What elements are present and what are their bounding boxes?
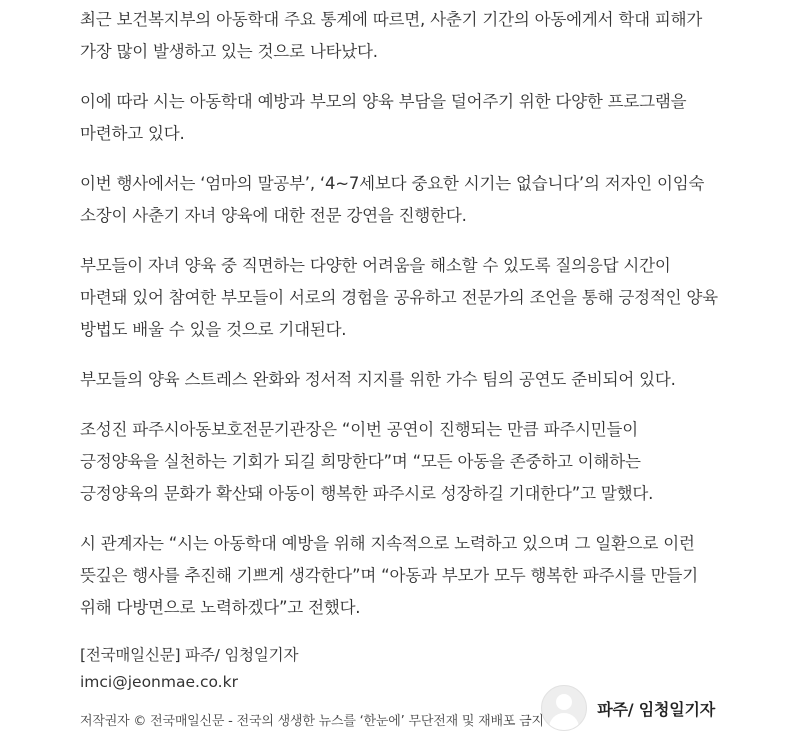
article-paragraph-6: 조성진 파주시아동보호전문기관장은 “이번 공연이 진행되는 만큼 파주시민들이 긍정양육을 실천하는 기회가 되길 희망한다”며 “모든 아동을 존중하고 이해하는 긍정양육의 문화가 확산돼 아동이 행복한 파주시로 성장하길 기대한다”고 말했다. [80,420,654,503]
article-paragraph-1: 최근 보건복지부의 아동학대 주요 통계에 따르면, 사춘기 기간의 아동에게서 학대 피해가 가장 많이 발생하고 있는 것으로 나타났다. [80,10,703,61]
article-paragraph-5: 부모들의 양육 스트레스 완화와 정서적 지지를 위한 가수 팀의 공연도 준비되어 있다. [80,370,676,389]
author-box[interactable] [541,684,715,732]
reporter-email[interactable]: imci@jeonmae.co.kr [80,673,238,691]
article-paragraph-2: 이에 따라 시는 아동학대 예방과 부모의 양육 부담을 덜어주기 위한 다양한 프로그램을 마련하고 있다. [80,92,687,143]
author-name[interactable]: 파주/ 임청일기자 [597,699,715,719]
article-byline: [전국매일신문] 파주/ 임청일기자 [80,646,299,664]
user-silhouette-icon [541,685,587,731]
article-paragraph-3: 이번 행사에서는 ‘엄마의 말공부’, ‘4~7세보다 중요한 시기는 없습니다’의 저자인 이임숙 소장이 사춘기 자녀 양육에 대한 전문 강연을 진행한다. [80,174,705,225]
article-paragraph-4: 부모들이 자녀 양육 중 직면하는 다양한 어려움을 해소할 수 있도록 질의응답 시간이 마련돼 있어 참여한 부모들이 서로의 경험을 공유하고 전문가의 조언을 통해 긍정적인 양육 방법도 배울 수 있을 것으로 기대된다. [80,256,718,339]
article-body [80,0,720,732]
copyright-notice: 저작권자 © 전국매일신문 - 전국의 생생한 뉴스를 ‘한눈에’ 무단전재 및 재배포 금지 [80,714,544,729]
article-paragraph-7: 시 관계자는 “시는 아동학대 예방을 위해 지속적으로 노력하고 있으며 그 일환으로 이런 뜻깊은 행사를 추진해 기쁘게 생각한다”며 “아동과 부모가 모두 행복한 파주시를 만들기 위해 다방면으로 노력하겠다”고 전했다. [80,534,699,617]
